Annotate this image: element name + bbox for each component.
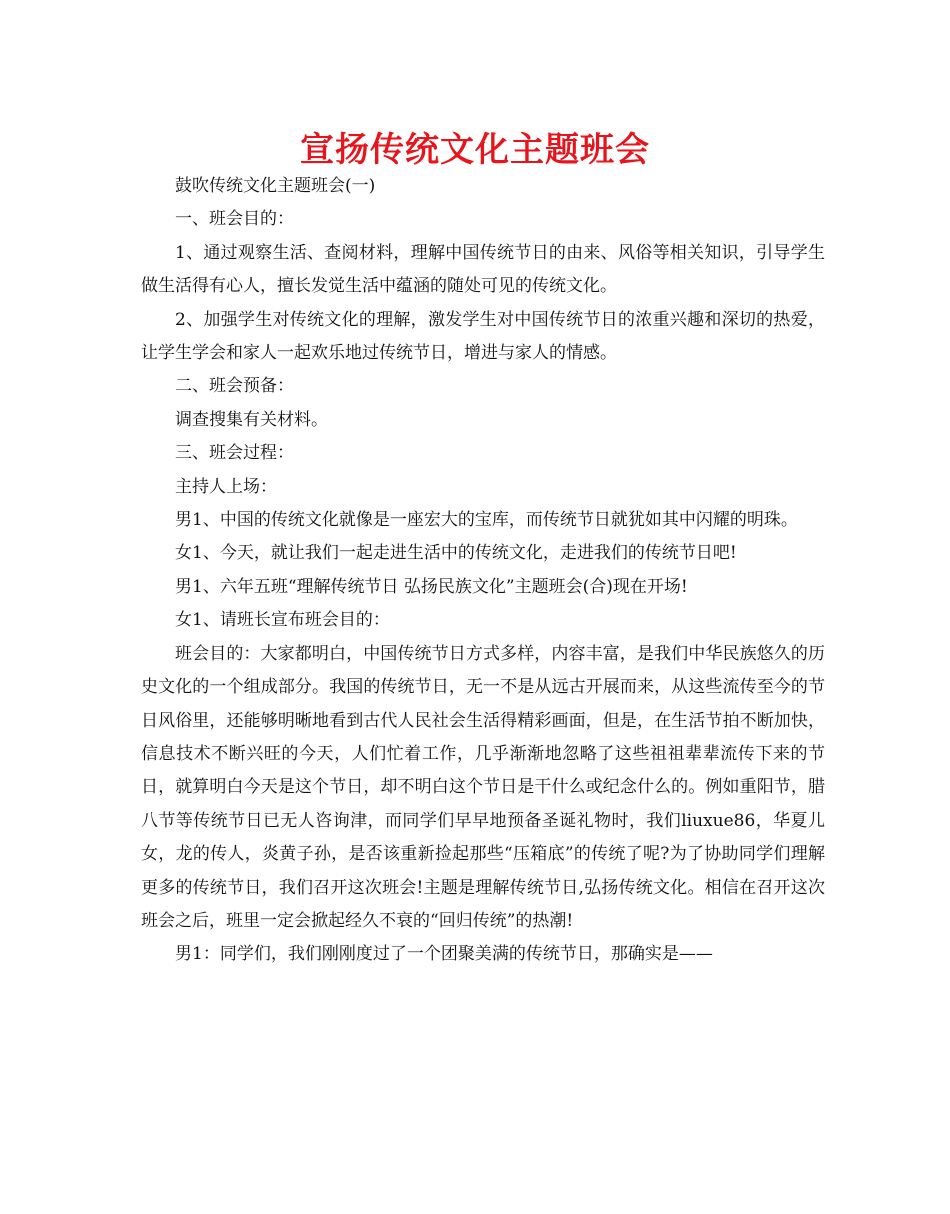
paragraph-subtitle: 鼓吹传统文化主题班会(一) [175,176,376,196]
document-title: 宣扬传统文化主题班会 [300,130,650,170]
paragraph-section-purpose: 一、班会目的： [175,209,294,230]
paragraph: 女1、请班长宣布班会目的： [175,610,390,631]
paragraph: 主持人上场： [175,476,277,497]
paragraph: 女1、今天，就让我们一起走进生活中的传统文化，走进我们的传统节日吧! [175,543,737,564]
paragraph: 1、通过观察生活、查阅材料，理解中国传统节日的由来、风俗等相关知识，引导学生做生活得有心人，擅长发觉生活中蕴涵的随处可见的传统文化。 [141,242,825,297]
document-body [141,170,825,972]
paragraph-section-process: 三、班会过程： [175,443,294,464]
paragraph-section-preparation: 二、班会预备： [175,376,294,397]
paragraph: 2、加强学生对传统文化的理解，激发学生对中国传统节日的浓重兴趣和深切的热爱，让学生学会和家人一起欢乐地过传统节日，增进与家人的情感。 [141,309,825,364]
paragraph: 男1：同学们，我们刚刚度过了一个团聚美满的传统节日，那确实是—— [175,944,713,965]
paragraph: 调查搜集有关材料。 [175,409,328,430]
paragraph: 班会目的：大家都明白，中国传统节日方式多样，内容丰富，是我们中华民族悠久的历史文化的一个组成部分。我国的传统节日，无一不是从远古开展而来，从这些流传至今的节日风俗里，还能够明晰地看到古代人民社会生活得精彩画面，但是，在生活节拍不断加快，信息技术不断兴旺的今天，人们忙着工作，几乎渐渐地忽略了这些祖祖辈辈流传下来的节日，就算明白今天是这个节日，却不明白这个节日是干什么或纪念什么的。例如重阳节，腊八节等传统节日已无人咨询津，而同学们早早地预备圣诞礼物时，我们liuxue86，华夏儿女，龙的传人，炎黄子孙，是否该重新捡起那些“压箱底”的传统了呢?为了协助同学们理解更多的传统节日，我们召开这次班会!主题是理解传统节日,弘扬传统文化。相信在召开这次班会之后，班里一定会掀起经久不衰的“回归传统”的热潮! [141,643,825,931]
paragraph: 男1、六年五班“理解传统节日 弘扬民族文化”主题班会(合)现在开场! [175,576,688,597]
paragraph: 男1、中国的传统文化就像是一座宏大的宝库，而传统节日就犹如其中闪耀的明珠。 [175,510,798,531]
